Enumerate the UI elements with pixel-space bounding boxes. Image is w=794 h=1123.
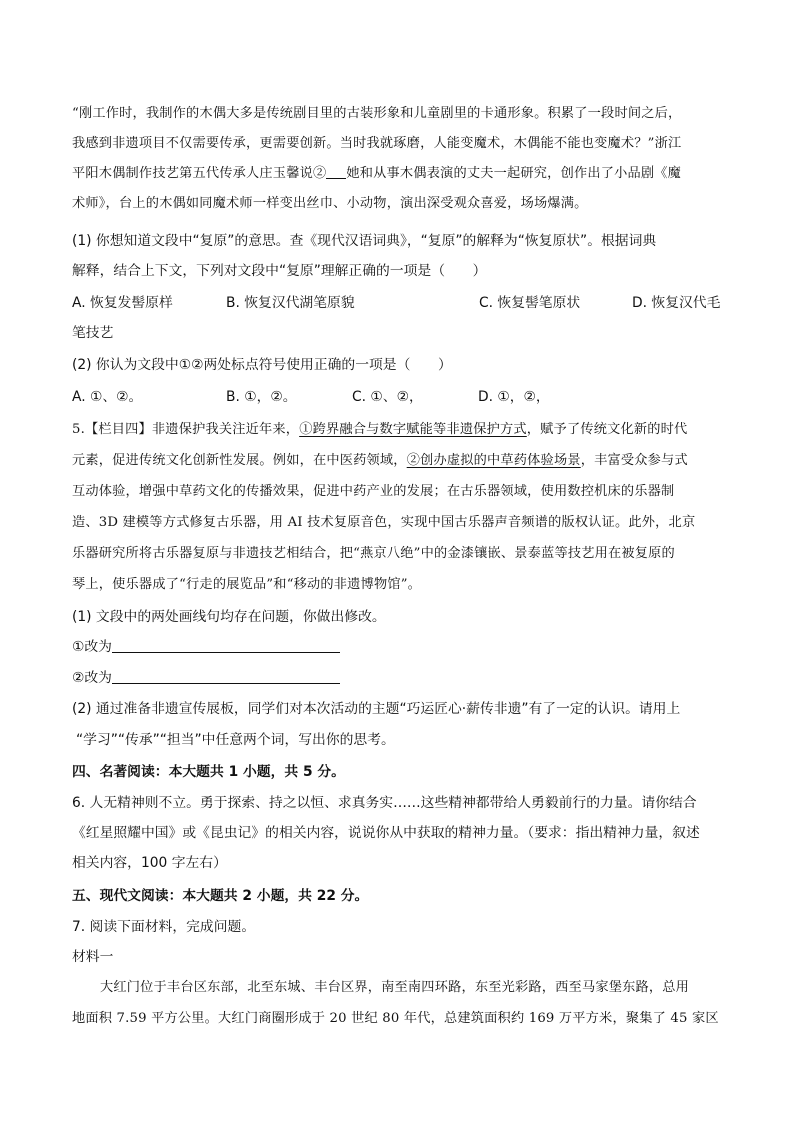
option-a[interactable]: A. ①、②。 [72,389,143,405]
section-title: 五、现代文阅读： [72,888,183,904]
passage-line: 我感到非遗项目不仅需要传承，更需要创新。当时我就琢磨，人能变魔术，木偶能不能也变魔术？”浙江 [72,136,682,151]
option-d-continued: 笔技艺 [72,325,114,341]
underlined-sentence-2: ②创办虚拟的中草药体验场景 [406,453,581,468]
passage-line: 地面积 7.59 平方公里。大红门商圈形成于 20 世纪 80 年代，总建筑面积约 169 万平方米，聚集了 45 家区 [72,1011,719,1026]
section-desc: 本大题共 2 小题，共 22 分。 [182,888,369,904]
section-desc: 本大题共 1 小题，共 5 分。 [168,764,345,780]
punctuation-blank [326,166,346,179]
question-text: (2) 你认为文段中①②两处标点符号使用正确的一项是（ ） [72,357,452,373]
material-label: 材料一 [72,949,114,965]
passage-line: 互动体验，增强中草药文化的传播效果，促进中药产业的发展；在古乐器领域，使用数控机床的乐器制 [72,484,675,499]
question-text: (1) 你想知道文段中“复原”的意思。查《现代汉语词典》，“复原”的解释为“恢复原状”。根据词典 [72,233,657,249]
answer-line-1 [72,635,722,655]
passage-text: 平阳木偶制作技艺第五代传承人庄玉馨说② [72,166,327,181]
question-text: “学习”“传承”“担当”中任意两个词，写出你的思考。 [76,732,395,748]
answer-blank-1[interactable] [112,639,340,653]
passage-text: ，赋予了传统文化新的时代 [526,422,688,437]
answer-blank-2[interactable] [112,670,340,684]
option-b[interactable]: B. ①，②。 [226,389,297,405]
question-text: 6. 人无精神则不立。勇于探索、持之以恒、求真务实……这些精神都带给人勇毅前行的力量。请你结合 [72,795,697,811]
section-heading [72,884,722,904]
question-text: 7. 阅读下面材料，完成问题。 [72,919,256,935]
option-c[interactable]: C. ①、②， [352,389,423,405]
answer-label: ①改为 [72,639,112,655]
question-text: (2) 通过准备非遗宣传展板，同学们对本次活动的主题“巧运匠心·薪传非遗”有了一定的认识。请用上 [72,701,681,717]
underlined-sentence-1: ①跨界融合与数字赋能等非遗保护方式 [299,422,527,437]
passage-text: 她和从事木偶表演的丈夫一起研究，创作出了小品剧《魔 [346,166,682,181]
passage-line [72,449,722,468]
answer-label: ②改为 [72,670,112,686]
passage-text: ，丰富受众参与式 [580,453,688,468]
passage-line: 乐器研究所将古乐器复原与非遗技艺相结合，把“燕京八绝”中的金漆镶嵌、景泰蓝等技艺用在被复原的 [72,546,675,561]
question-text: 相关内容，100 字左右） [72,855,227,871]
section-title: 四、名著阅读： [72,764,169,780]
question-text: 解释，结合上下文，下列对文段中“复原”理解正确的一项是（ ） [72,263,487,279]
question-text: (1) 文段中的两处画线句均存在问题，你做出修改。 [72,609,386,625]
answer-line-2 [72,666,722,686]
question-number: 5.【栏目四】非遗保护我关注近年来， [72,422,300,437]
passage-line: “刚工作时，我制作的木偶大多是传统剧目里的古装形象和儿童剧里的卡通形象。积累了一段时间之后， [72,106,682,121]
option-a[interactable]: A. 恢复发髻原样 [72,295,173,311]
question-text: 《红星照耀中国》或《昆虫记》的相关内容，说说你从中获取的精神力量。（要求：指出精神力量，叙述 [72,825,700,841]
passage-line: 琴上，使乐器成了“行走的展览品”和“移动的非遗博物馆”。 [72,577,422,592]
option-d[interactable]: D. 恢复汉代毛 [632,295,721,311]
option-b[interactable]: B. 恢复汉代湖笔原貌 [226,295,355,311]
passage-line: 大红门位于丰台区东部，北至东城、丰台区界，南至南四环路，东至光彩路，西至马家堡东路，总用 [100,980,690,995]
passage-line [72,418,722,437]
passage-text: 元素，促进传统文化创新性发展。例如，在中医药领域， [72,453,407,468]
passage-line [72,162,722,181]
section-heading [72,760,722,780]
passage-line: 造、3D 建模等方式修复古乐器，用 AI 技术复原音色，实现中国古乐器声音频谱的版权认证。此外，北京 [72,515,696,530]
passage-line: 术师》，台上的木偶如同魔术师一样变出丝巾、小动物，演出深受观众喜爱，场场爆满。 [72,196,588,211]
option-c[interactable]: C. 恢复髻笔原状 [479,295,581,311]
option-d[interactable]: D. ①，②， [478,389,550,405]
